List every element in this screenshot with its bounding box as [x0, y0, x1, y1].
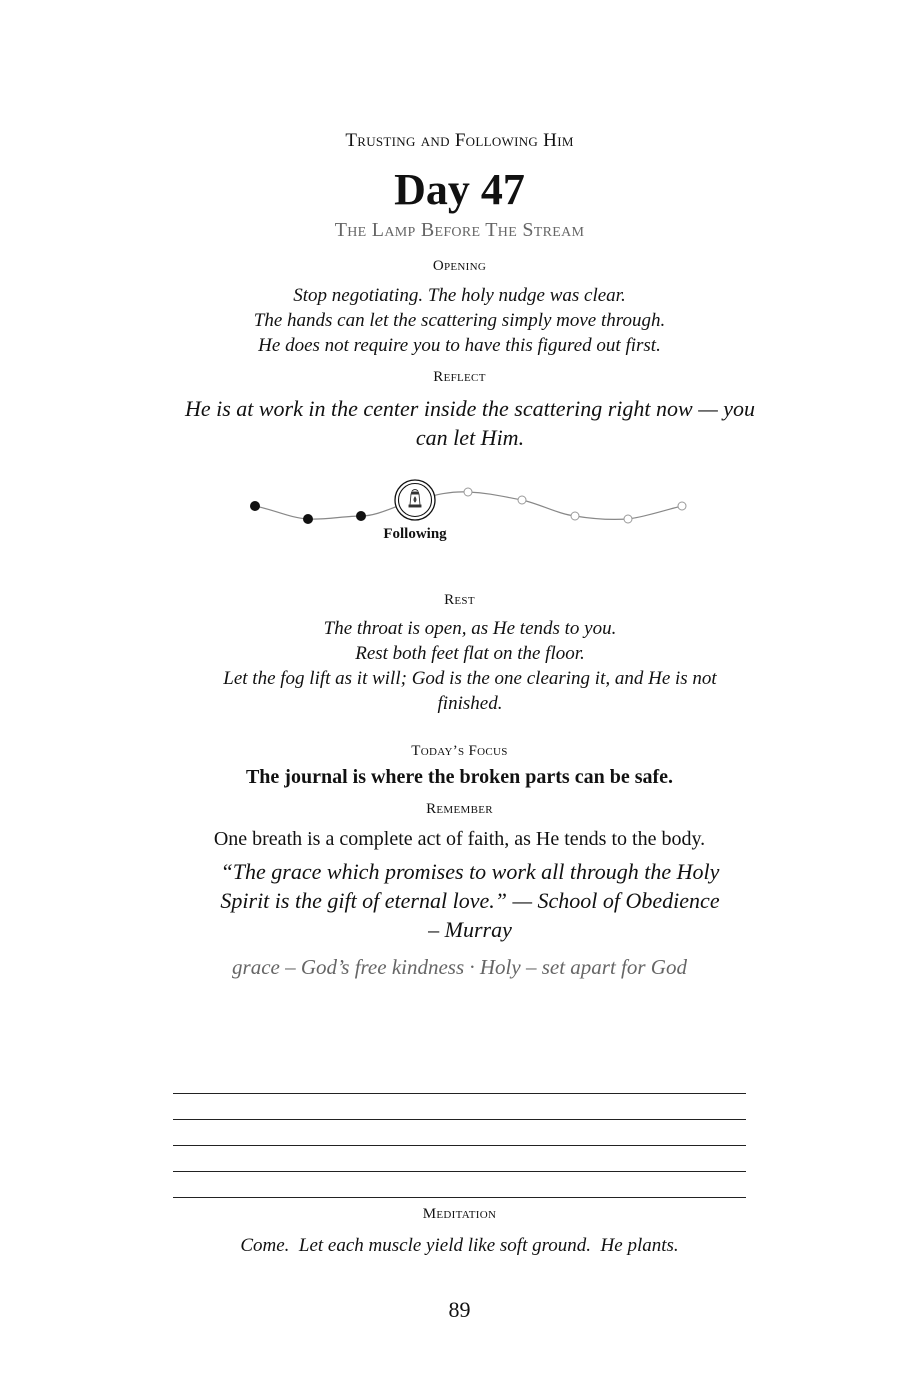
journey-stops [251, 488, 687, 524]
scripture-quote: “The grace which promises to work all through the Holy Spirit is the gift of eternal love.” — School of Obedience – Murray [220, 859, 720, 942]
rest-label: Rest [444, 592, 475, 608]
rest-line: Let the fog lift as it will; God is the one clearing it, and He is not finished. [223, 668, 717, 714]
journey-stop-completed [304, 515, 313, 524]
journal-line[interactable] [173, 1093, 746, 1094]
journey-stop-completed [251, 502, 260, 511]
page-number: 89 [448, 1297, 471, 1322]
remember-text: One breath is a complete act of faith, as He tends to the body. [213, 828, 706, 850]
journal-line[interactable] [173, 1119, 746, 1120]
journey-stop-completed [357, 512, 366, 521]
glossary-line: grace – God’s free kindness · Holy – set apart for God [232, 955, 687, 979]
opening-line: He does not require you to have this figured out first. [258, 335, 661, 356]
current-stop-label: Following [383, 526, 447, 542]
rest-line: Rest both feet flat on the floor. [355, 643, 585, 664]
journey-stop-upcoming [624, 515, 632, 523]
focus-text: The journal is where the broken parts can be safe. [245, 766, 674, 788]
journey-stop-upcoming [571, 512, 579, 520]
meditation-label: Meditation [422, 1206, 497, 1222]
day-title: Day 47 [394, 165, 525, 214]
journal-line[interactable] [173, 1171, 746, 1172]
opening-label: Opening [432, 258, 487, 274]
remember-label: Remember [426, 801, 493, 817]
reflect-label: Reflect [433, 369, 486, 385]
opening-text [0, 283, 919, 358]
journey-stop-upcoming [518, 496, 526, 504]
journey-progress-path [0, 470, 919, 560]
opening-line: The hands can let the scattering simply move through. [253, 310, 666, 331]
reflect-text: He is at work in the center inside the scattering right now — you can let Him. [184, 396, 756, 450]
rest-text [190, 616, 750, 716]
current-stop-marker [395, 480, 435, 520]
day-subtitle: The Lamp Before The Stream [334, 219, 585, 241]
rest-line: The throat is open, as He tends to you. [323, 618, 617, 639]
journal-line[interactable] [173, 1145, 746, 1146]
focus-label: Today’s Focus [411, 743, 508, 759]
series-title: Trusting and Following Him [345, 130, 574, 151]
journey-stop-upcoming [678, 502, 686, 510]
opening-line: Stop negotiating. The holy nudge was clear. [293, 285, 626, 306]
journey-stop-upcoming [464, 488, 472, 496]
journal-line[interactable] [173, 1197, 746, 1198]
meditation-text: Come. Let each muscle yield like soft ground. He plants. [240, 1235, 679, 1256]
